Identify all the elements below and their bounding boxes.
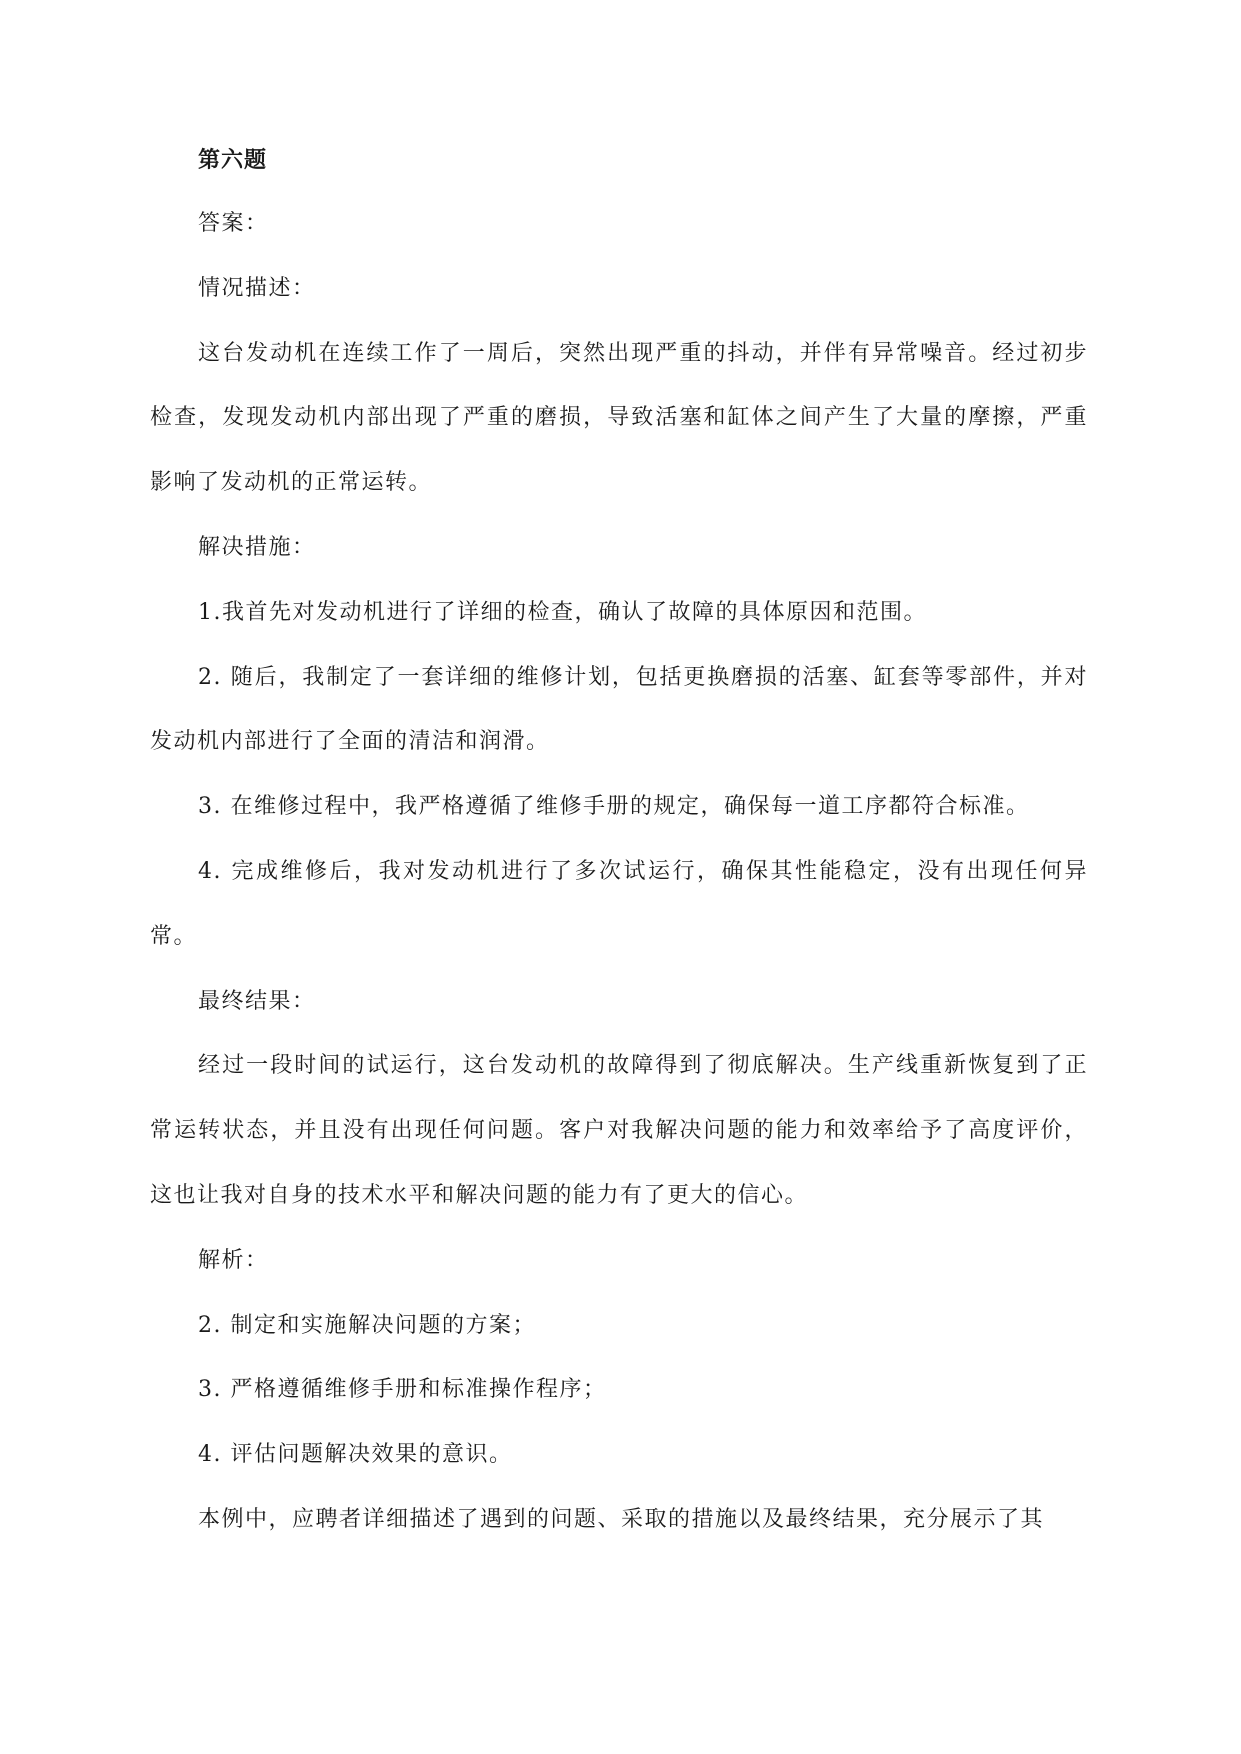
measures-label: 解决措施： bbox=[198, 534, 316, 560]
analysis-item-3: 3. 严格遵循维修手册和标准操作程序； bbox=[198, 1377, 607, 1403]
analysis-item-2: 2. 制定和实施解决问题的方案； bbox=[198, 1312, 536, 1338]
measure-item-1: 1.我首先对发动机进行了详细的检查，确认了故障的具体原因和范围。 bbox=[198, 599, 927, 625]
analysis-label: 解析： bbox=[198, 1247, 269, 1273]
conclusion-text: 本例中，应聘者详细描述了遇到的问题、采取的措施以及最终结果，充分展示了其 bbox=[198, 1506, 1045, 1532]
question-heading: 第六题 bbox=[198, 147, 268, 173]
measure-item-2: 2. 随后，我制定了一套详细的维修计划，包括更换磨损的活塞、缸套等零部件，并对发动机内部进行了全面的清洁和润滑。 bbox=[150, 664, 1088, 755]
situation-label: 情况描述： bbox=[198, 275, 316, 301]
document-body bbox=[150, 146, 1088, 1553]
measure-item-3: 3. 在维修过程中，我严格遵循了维修手册的规定，确保每一道工序都符合标准。 bbox=[198, 794, 1030, 820]
measure-item-4: 4. 完成维修后，我对发动机进行了多次试运行，确保其性能稳定，没有出现任何异常。 bbox=[150, 858, 1088, 949]
situation-text: 这台发动机在连续工作了一周后，突然出现严重的抖动，并伴有异常噪音。经过初步检查，发现发动机内部出现了严重的磨损，导致活塞和缸体之间产生了大量的摩擦，严重影响了发动机的正常运转。 bbox=[150, 340, 1088, 496]
result-label: 最终结果： bbox=[198, 988, 316, 1014]
answer-label: 答案： bbox=[198, 211, 269, 236]
result-text: 经过一段时间的试运行，这台发动机的故障得到了彻底解决。生产线重新恢复到了正常运转状态，并且没有出现任何问题。客户对我解决问题的能力和效率给予了高度评价，这也让我对自身的技术水平和解决问题的能力有了更大的信心。 bbox=[150, 1053, 1088, 1208]
analysis-item-4: 4. 评估问题解决效果的意识。 bbox=[198, 1442, 513, 1468]
